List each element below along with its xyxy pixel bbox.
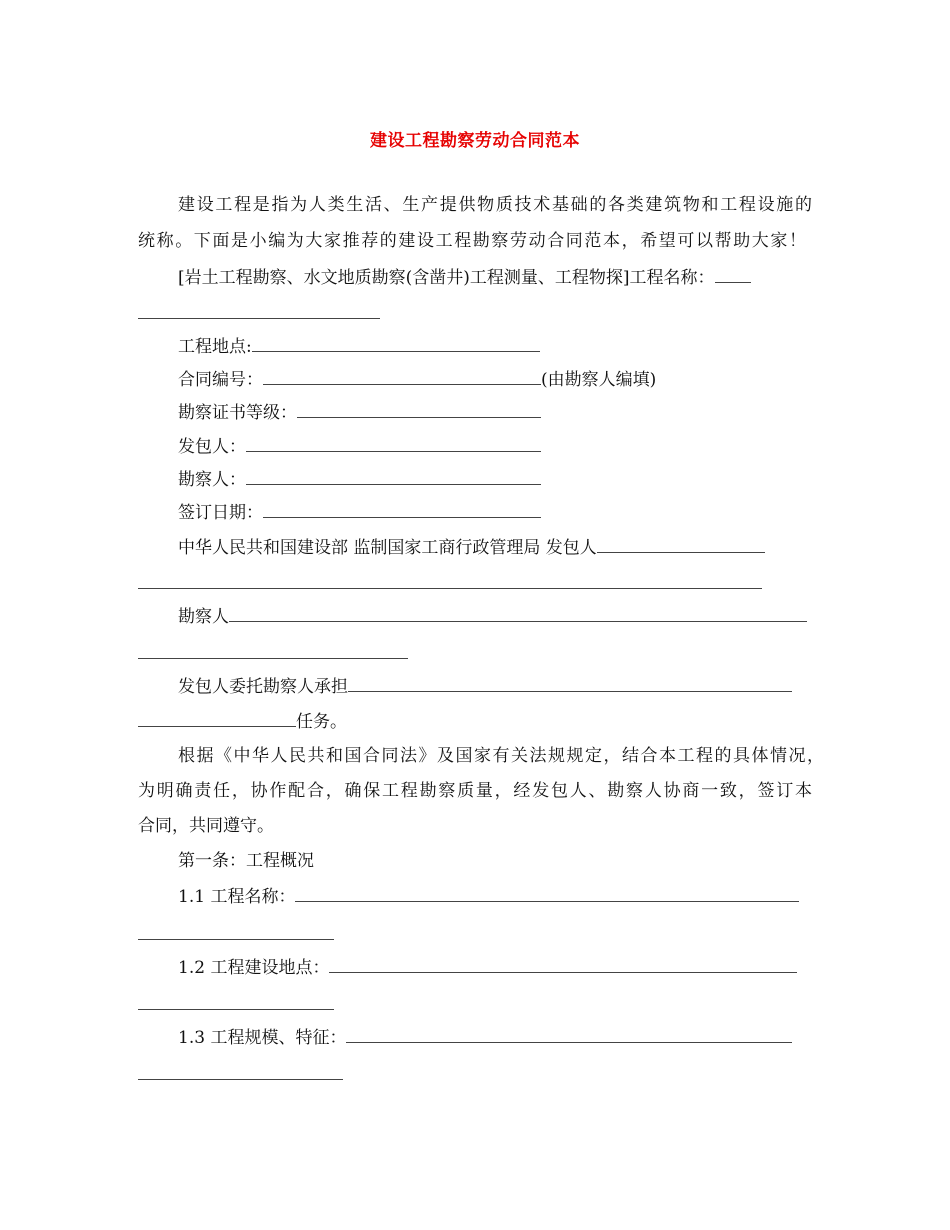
sign-date-label: 签订日期： (178, 503, 263, 523)
contract-no-label: 合同编号： (178, 370, 263, 390)
item-1-1-label: 1.1 工程名称： (178, 887, 296, 907)
field-contract-no (178, 368, 656, 391)
surveyor-party-blank (229, 605, 807, 622)
entrust-blank-cont (138, 710, 296, 727)
contract-no-note: (由勘察人编填) (541, 370, 657, 390)
supervision-line (178, 536, 765, 559)
sign-date-blank (263, 501, 541, 518)
item-1-3-blank (346, 1026, 792, 1043)
location-blank (252, 335, 540, 352)
intro-line-1: 建设工程是指为人类生活、生产提供物质技术基础的各类建筑物和工程设施的 (178, 195, 812, 215)
surveyor-label: 勘察人： (178, 470, 246, 490)
project-name-blank-cont (138, 318, 380, 319)
scope-label: [岩土工程勘察、水文地质勘察(含凿井)工程测量、工程物探]工程名称： (178, 268, 715, 288)
entrust-line (178, 675, 792, 698)
employer-party-blank-cont (138, 588, 762, 589)
cert-level-blank (297, 401, 541, 418)
document-title: 建设工程勘察劳动合同范本 (370, 131, 580, 151)
item-1-1 (178, 885, 799, 908)
article-1-heading: 第一条：工程概况 (178, 851, 314, 871)
entrust-blank (348, 675, 792, 692)
basis-line-3: 合同，共同遵守。 (138, 816, 274, 836)
item-1-2-blank (329, 956, 797, 973)
item-1-3-label: 1.3 工程规模、特征： (178, 1028, 347, 1048)
entrust-suffix: 任务。 (296, 712, 347, 732)
field-cert-level (178, 401, 541, 424)
item-1-2 (178, 956, 797, 979)
surveyor-party-blank-cont (138, 658, 408, 659)
cert-level-label: 勘察证书等级： (178, 403, 297, 423)
item-1-3-blank-cont (138, 1079, 343, 1080)
field-employer (178, 435, 541, 458)
surveyor-party-line (178, 605, 807, 628)
item-1-1-blank (295, 885, 799, 902)
item-1-2-label: 1.2 工程建设地点： (178, 958, 330, 978)
entrust-label: 发包人委托勘察人承担 (178, 677, 348, 697)
employer-party-blank (597, 536, 765, 553)
item-1-3 (178, 1026, 792, 1049)
item-1-1-blank-cont (138, 939, 334, 940)
employer-label: 发包人： (178, 437, 246, 457)
contract-no-blank (263, 368, 541, 385)
basis-line-2: 为明确责任，协作配合，确保工程勘察质量，经发包人、勘察人协商一致，签订本 (138, 781, 812, 801)
location-label: 工程地点: (178, 337, 252, 357)
basis-line-1: 根据《中华人民共和国合同法》及国家有关法规规定，结合本工程的具体情况， (178, 746, 824, 766)
supervision-label: 中华人民共和国建设部 监制国家工商行政管理局 发包人 (178, 538, 597, 558)
item-1-2-blank-cont (138, 1009, 334, 1010)
intro-line-2: 统称。下面是小编为大家推荐的建设工程勘察劳动合同范本，希望可以帮助大家！ (138, 231, 806, 251)
field-surveyor (178, 468, 541, 491)
surveyor-party-label: 勘察人 (178, 607, 229, 627)
field-sign-date (178, 501, 541, 524)
project-name-blank (715, 266, 751, 283)
entrust-line-2 (138, 710, 347, 733)
surveyor-blank (246, 468, 541, 485)
employer-blank (246, 435, 541, 452)
field-location (178, 335, 540, 358)
scope-line (178, 266, 751, 289)
